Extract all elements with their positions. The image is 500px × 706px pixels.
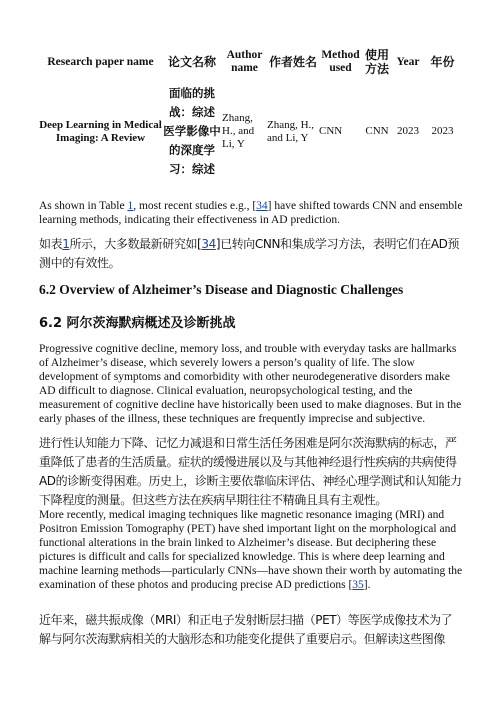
paragraph-ad-overview: Progressive cognitive decline, memory loss, and trouble with everyday tasks are hallmarks of Alzheimer’s disease, which severely lowers a person’s quality of life. The slow development of symptoms and comorbidity with other neurodegenerative disorders make AD difficult to diagnose. Clinical evaluation, neuropsychological testing, and the measurement of cognitive decline have historically been used to make diagnoses. But in the early phases of the illness, these techniques are frequently imprecise and subjective.	[39, 343, 462, 425]
header-year-cn: 年份	[430, 55, 455, 69]
text-span: ]已转向CNN和集成学习方法，表明它们在AD预测中的有效性。	[39, 237, 460, 270]
research-papers-table	[39, 44, 461, 183]
cell-title-cn: 面临的挑战：综述 医学影像中的深度学习：综述	[163, 86, 221, 176]
cell-author: Zhang, H., and Li, Y	[222, 112, 255, 150]
paragraph-imaging-techniques-cn: 近年来，磁共振成像（MRI）和正电子发射断层扫描（PET）等医学成像技术为了解与阿尔茨海默病相关的大脑形态和功能变化提供了重要启示。但解读这些图像	[39, 613, 453, 646]
cell-year: 2023	[397, 125, 419, 137]
table-header-row	[39, 44, 461, 80]
cell-author-cn: Zhang, H., and Li, Y	[267, 118, 315, 144]
paragraph-imaging-techniques	[39, 508, 463, 592]
header-year: Year	[396, 55, 420, 68]
text-span: 如表	[39, 237, 63, 251]
section-heading: 6.2 Overview of Alzheimer’s Disease and Diagnostic Challenges	[39, 282, 404, 297]
cell-year-cn: 2023	[431, 125, 454, 137]
link-table-1-cn[interactable]: 1	[62, 237, 70, 251]
header-method-used: Method used	[321, 49, 360, 74]
table-row	[39, 80, 461, 183]
cell-method: CNN	[319, 125, 343, 137]
text-span: As shown in Table	[39, 200, 128, 212]
text-span: 所示，大多数最新研究如[	[69, 237, 202, 251]
header-author-name-cn: 作者姓名	[268, 55, 317, 69]
section-heading-cn: 6.2 阿尔茨海默病概述及诊断挑战	[39, 316, 236, 331]
link-table-1[interactable]: 1	[127, 200, 134, 212]
header-method-used-cn: 使用方法	[364, 48, 389, 76]
text-span: ].	[363, 579, 371, 591]
link-ref-35[interactable]: 35	[352, 579, 364, 591]
header-author-name: Author name	[226, 49, 263, 74]
link-ref-34-cn[interactable]: 34	[201, 237, 216, 251]
text-span: ] have shifted towards CNN and ensemble learning methods, indicating their effectiveness in AD prediction.	[39, 200, 463, 226]
header-research-paper-name: Research paper name	[47, 55, 154, 68]
text-span: More recently, medical imaging techniques like magnetic resonance imaging (MRI) and Positron Emission Tomography (PET) have shed important light on the morphological and functional alterations in the brain linked to Alzheimer’s disease. But deciphering these pictures is difficult and calls for specialized knowledge. This is where deep learning and machine learning methods—particularly CNNs—have shown their worth by automating the examination of these photos and producing precise AD predictions [	[39, 509, 463, 591]
cell-method-cn: CNN	[365, 125, 389, 137]
text-span: , most recent studies e.g., [	[133, 200, 257, 212]
cell-title: Deep Learning in Medical Imaging: A Review	[39, 118, 162, 144]
header-paper-name-cn: 论文名称	[167, 55, 216, 69]
paragraph-ad-overview-cn: 进行性认知能力下降、记忆力减退和日常生活任务困难是阿尔茨海默病的标志，严重降低了患者的生活质量。症状的缓慢进展以及与其他神经退行性疾病的共病使得AD的诊断变得困难。历史上，诊断主要依靠临床评估、神经心理学测试和认知能力下降程度的测量。但这些方法在疾病早期往往不精确且具有主观性。	[39, 436, 462, 507]
paragraph-table-summary	[39, 199, 463, 227]
link-ref-34[interactable]: 34	[256, 200, 268, 212]
paragraph-table-summary-cn	[39, 235, 463, 273]
